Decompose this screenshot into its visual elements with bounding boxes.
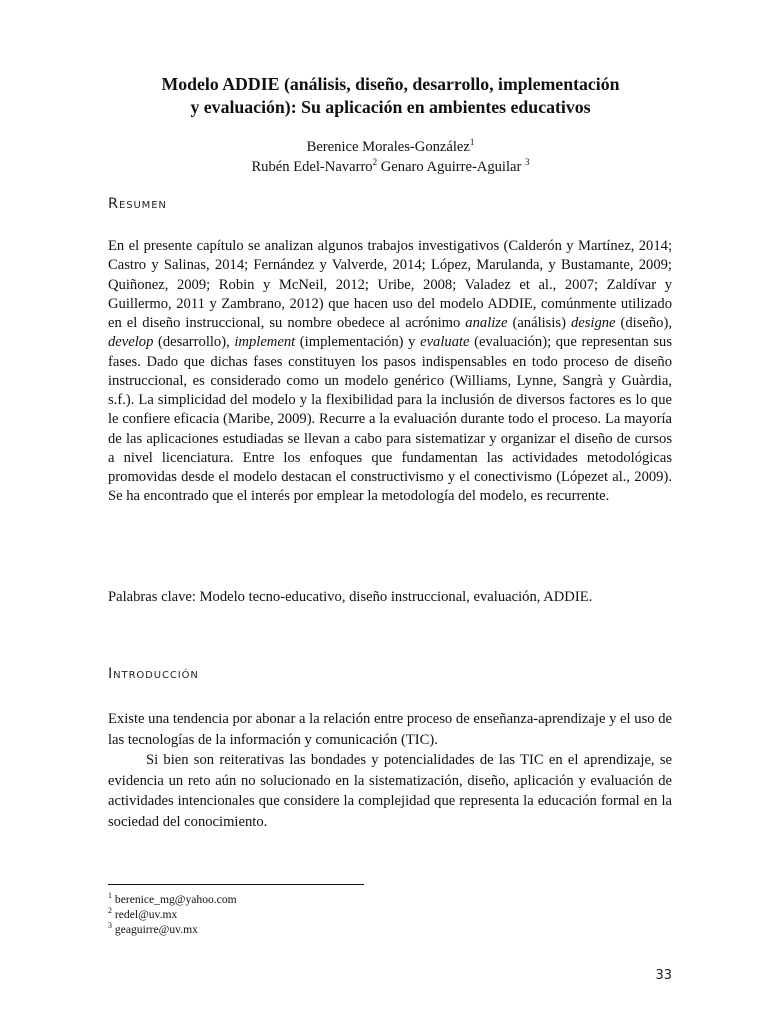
author-name: Genaro Aguirre-Aguilar — [380, 159, 522, 175]
title-line-2: y evaluación): Su aplicación en ambientes educativos — [190, 97, 591, 117]
keywords-paragraph — [108, 588, 672, 607]
page-number: 33 — [655, 968, 672, 983]
abstract-term: evaluate — [420, 334, 470, 351]
footnote-item — [108, 920, 237, 938]
abstract-text: En el presente capítulo se analizan algunos trabajos investigativos (Calderón y Martínez, 2014; Castro y Salinas, 2014; Fernández y Valverde, 2014; López, Marulanda, y Bustamante, 2009; Quiñonez, 2009; Robin y McNeil, 2012; Uribe, 2008; Valadez et al., 2007; Zaldívar y Guillermo, 2011 y Zambrano, 2012) que hacen uso del modelo ADDIE, comúnmente utilizado en el diseño instruccional, su nombre obedece al acrónimo — [108, 238, 672, 331]
footnotes — [108, 893, 237, 937]
abstract-text: (análisis) — [507, 315, 571, 331]
footnote-mark: 2 — [372, 157, 378, 168]
abstract-text: (evaluación); que representan sus fases. Dado que dichas fases constituyen los pasos indispensables en todo proceso de diseño instruccional, es considerado como un modelo genérico (Williams, Lynne, Sangrà y Guàrdia, s.f.). La simplicidad del modelo y la flexibilidad para la inclusión de diversos factores es lo que le confiere eficacia (Maribe, 2009). Recurre a la evaluación durante todo el proceso. La mayoría de las aplicaciones estudiadas se llevan a cabo para sistematizar y organizar el diseño de cursos a nivel licenciatura. Entre los enfoques que fundamentan las actividades metodológicas promovidas desde el modelo destacan el constructivismo y el conectivismo (Lópezet al., 2009). Se ha encontrado que el interés por emplear la metodología del modelo, es recurrente. — [108, 334, 672, 505]
footnote-mark: 1 — [469, 137, 475, 148]
abstract-term: implement — [234, 334, 296, 351]
abstract-term: analize — [465, 315, 508, 331]
footnote-email: redel@uv.mx — [114, 907, 178, 921]
paper-title — [108, 73, 673, 119]
section-heading-resumen: Resumen — [108, 196, 167, 212]
footnote-divider — [108, 884, 364, 885]
footnote-email: berenice_mg@yahoo.com — [114, 893, 237, 906]
intro-paragraph-2: Si bien son reiterativas las bondades y potencialidades de las TIC en el aprendizaje, se evidencia un reto aún no solucionado en la sistematización, diseño, aplicación y evaluación de actividades intencionales que considere la complejidad que representa la educación formal en la sociedad del conocimiento. — [108, 752, 672, 830]
footnote-mark: 3 — [525, 157, 530, 168]
abstract-paragraph — [108, 237, 672, 507]
footnote-item — [108, 905, 237, 923]
author-list — [108, 137, 673, 177]
abstract-text: (diseño), — [615, 315, 672, 331]
footnote-item — [108, 893, 237, 908]
footnote-email: geaguirre@uv.mx — [114, 922, 198, 936]
author-name: Rubén Edel-Navarro — [251, 159, 373, 175]
footnote-mark: 1 — [108, 891, 112, 901]
abstract-text: (implementación) y — [295, 334, 421, 351]
footnote-mark: 3 — [108, 920, 112, 930]
footnote-mark: 2 — [108, 905, 112, 915]
abstract-text: (desarrollo), — [153, 334, 235, 351]
intro-body — [108, 709, 672, 833]
keywords-text: Palabras clave: Modelo tecno-educativo, diseño instruccional, evaluación, ADDIE. — [108, 589, 593, 605]
title-line-1: Modelo ADDIE (análisis, diseño, desarrollo, implementación — [161, 74, 620, 94]
abstract-term: develop — [108, 334, 154, 351]
author-line-1 — [108, 137, 673, 157]
section-heading-introduccion: Introducción — [108, 666, 199, 682]
abstract-term: designe — [570, 315, 616, 331]
intro-paragraph-1: Existe una tendencia por abonar a la relación entre proceso de enseñanza-aprendizaje y el uso de las tecnologías de la información y comunicación (TIC). — [108, 711, 672, 748]
author-line-2 — [108, 157, 673, 177]
author-name: Berenice Morales-González — [306, 139, 470, 155]
